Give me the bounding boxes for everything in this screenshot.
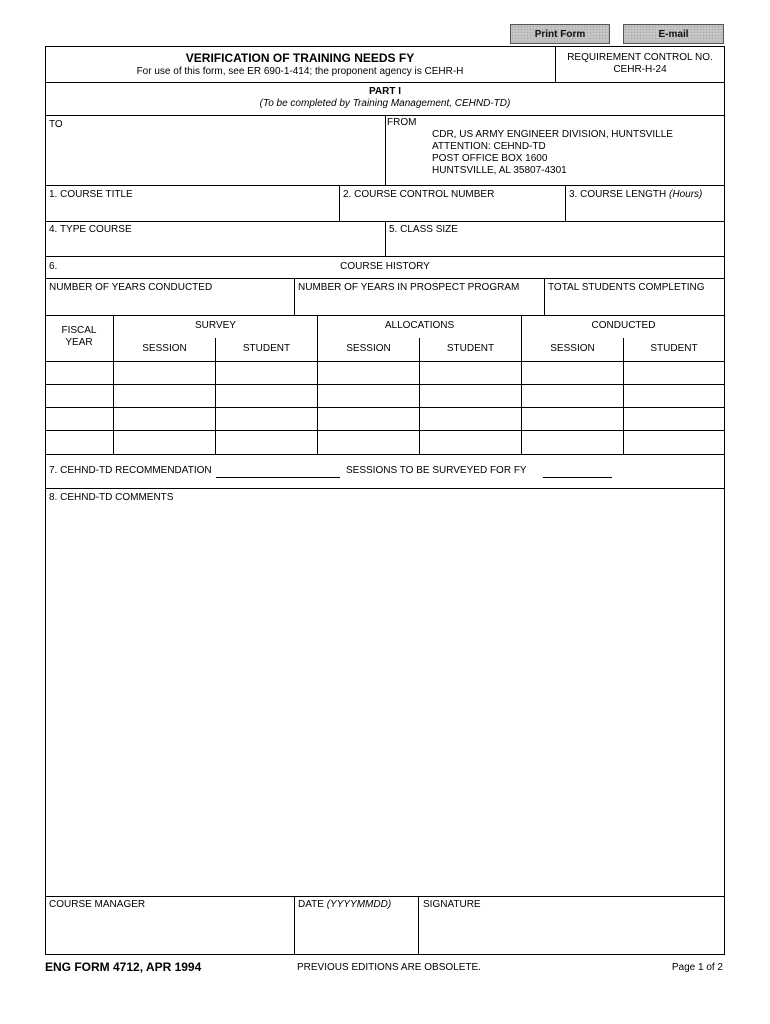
history-table-cell[interactable] [46,362,112,383]
conducted-student-header: STUDENT [650,343,698,354]
section-6-number: 6. [49,261,58,272]
history-table-cell[interactable] [114,408,214,429]
survey-student-header: STUDENT [242,343,291,354]
divider [544,278,545,315]
email-button[interactable]: E-mail [623,24,724,44]
signature-field[interactable] [420,913,723,953]
divider [45,256,725,257]
from-address-line: HUNTSVILLE, AL 35807-4301 [432,165,567,176]
class-size-field[interactable] [387,237,723,255]
history-table-cell[interactable] [46,408,112,429]
history-table-cell[interactable] [216,408,316,429]
course-length-unit: (Hours) [669,189,703,200]
signature-label: SIGNATURE [423,899,481,910]
part-title: PART I [368,86,402,97]
course-title-label: 1. COURSE TITLE [49,189,133,200]
from-label: FROM [387,117,417,128]
years-prospect-label: NUMBER OF YEARS IN PROSPECT PROGRAM [298,282,520,293]
total-students-field[interactable] [546,295,723,313]
history-table-cell[interactable] [420,408,520,429]
history-table-cell[interactable] [522,362,622,383]
course-title-field[interactable] [47,202,337,220]
page-number: Page 1 of 2 [671,962,723,973]
to-field[interactable] [47,132,383,184]
history-table-cell[interactable] [624,362,723,383]
history-table-cell[interactable] [216,362,316,383]
course-manager-field[interactable] [47,913,292,953]
class-size-label: 5. CLASS SIZE [389,224,458,235]
course-manager-label: COURSE MANAGER [49,899,146,910]
history-table-cell[interactable] [114,362,214,383]
allocations-session-header: SESSION [346,343,391,354]
type-course-field[interactable] [47,237,383,255]
history-table-cell[interactable] [114,431,214,452]
course-length-text: 3. COURSE LENGTH [569,189,667,200]
recommendation-field[interactable] [216,465,340,478]
obsolete-notice: PREVIOUS EDITIONS ARE OBSOLETE. [297,962,481,973]
history-table-cell[interactable] [318,408,418,429]
history-table-cell[interactable] [624,408,723,429]
history-table-cell[interactable] [114,385,214,406]
to-label: TO [49,119,63,130]
divider [294,278,295,315]
survey-session-header: SESSION [142,343,187,354]
divider [294,896,295,955]
divider [339,185,340,221]
history-table-cell[interactable] [420,431,520,452]
history-table-cell[interactable] [46,431,112,452]
course-length-field[interactable] [567,202,723,220]
course-history-title: COURSE HISTORY [340,261,430,272]
history-table-cell[interactable] [522,431,622,452]
history-table-cell[interactable] [46,385,112,406]
years-conducted-field[interactable] [47,295,291,313]
divider [45,315,725,316]
year-header: YEAR [65,337,93,348]
date-format: (YYYYMMDD) [326,899,392,910]
date-text: DATE [298,899,324,910]
fiscal-header: FISCAL [61,325,97,336]
recommendation-label: 7. CEHND-TD RECOMMENDATION [49,465,212,476]
form-number: ENG FORM 4712, APR 1994 [45,960,202,974]
comments-field[interactable] [47,506,723,894]
history-table-cell[interactable] [624,431,723,452]
divider [418,896,419,955]
course-control-number-label: 2. COURSE CONTROL NUMBER [343,189,495,200]
survey-header: SURVEY [195,320,236,331]
history-table-cell[interactable] [624,385,723,406]
history-table-cell[interactable] [318,385,418,406]
history-table-cell[interactable] [318,431,418,452]
divider [45,185,725,186]
part-subtitle: (To be completed by Training Management, CEHND-TD) [259,98,511,109]
form-subtitle: For use of this form, see ER 690-1-414; the proponent agency is CEHR-H [136,66,464,77]
divider [45,896,725,897]
requirement-control-value: CEHR-H-24 [613,64,667,75]
allocations-student-header: STUDENT [446,343,495,354]
date-label [298,899,391,911]
total-students-label: TOTAL STUDENTS COMPLETING [548,282,705,293]
history-table-cell[interactable] [318,362,418,383]
course-length-label [569,189,702,201]
history-table-cell[interactable] [216,431,316,452]
from-address-line: CDR, US ARMY ENGINEER DIVISION, HUNTSVILLE [432,129,673,140]
course-control-number-field[interactable] [341,202,563,220]
requirement-control-label: REQUIREMENT CONTROL NO. [567,52,713,63]
print-form-button[interactable]: Print Form [510,24,610,44]
form-title: VERIFICATION OF TRAINING NEEDS FY [185,51,415,65]
date-field[interactable] [296,913,416,953]
conducted-session-header: SESSION [550,343,595,354]
history-table-cell[interactable] [216,385,316,406]
comments-label: 8. CEHND-TD COMMENTS [49,492,174,503]
divider [45,278,725,279]
type-course-label: 4. TYPE COURSE [49,224,132,235]
allocations-header: ALLOCATIONS [384,320,455,331]
history-table-cell[interactable] [522,408,622,429]
sessions-surveyed-fy-field[interactable] [543,465,612,478]
from-address-line: POST OFFICE BOX 1600 [432,153,548,164]
divider [385,221,386,256]
divider [565,185,566,221]
from-address-line: ATTENTION: CEHND-TD [432,141,546,152]
to-from-divider [385,115,386,185]
history-table-cell[interactable] [420,385,520,406]
history-table-cell[interactable] [420,362,520,383]
years-prospect-field[interactable] [296,295,542,313]
sessions-surveyed-label: SESSIONS TO BE SURVEYED FOR FY [346,465,527,476]
divider [45,488,725,489]
conducted-header: CONDUCTED [591,320,656,331]
divider [45,82,725,83]
years-conducted-label: NUMBER OF YEARS CONDUCTED [49,282,213,293]
history-table-cell[interactable] [522,385,622,406]
divider [45,454,725,455]
